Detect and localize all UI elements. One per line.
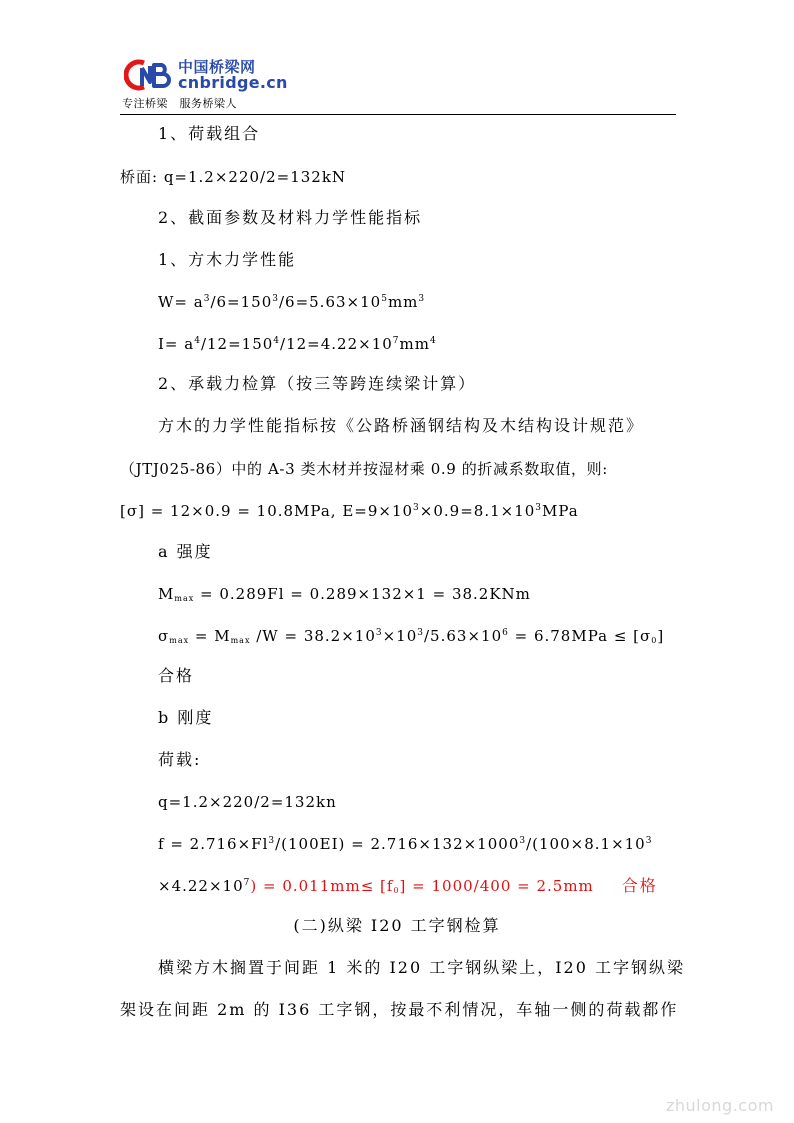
max-moment-formula: $M_{max} = 0.289Fl = 0.289\times 132\times 1 = 38.2KNm$ — [158, 585, 531, 603]
brand-name: 中国桥梁网 — [178, 58, 256, 76]
paragraph-line: 架设在间距 2m 的 I36 工字钢，按最不利情况，车轴一侧的荷载都作 — [120, 1000, 679, 1019]
deck-load-formula: 桥面: q=1.2×220/2=132kN — [120, 168, 347, 186]
deflection-formula: $f = 2.716\times Fl^3/(100EI) = 2.716\times 132\times 1000^3/(100\times 8.1\times 10^3$ — [158, 835, 653, 853]
timber-properties-heading: 1、方木力学性能 — [158, 250, 297, 269]
load-label: 荷载: — [158, 750, 202, 769]
paragraph-line: （JTJ025-86）中的 A-3 类木材并按湿材乘 0.9 的折减系数取值，则: — [120, 460, 608, 478]
watermark: zhulong.com — [666, 1096, 774, 1115]
brand-url: cnbridge.cn — [178, 73, 288, 92]
capacity-check-heading: 2、承载力检算（按三等跨连续梁计算） — [158, 374, 477, 393]
page-header — [120, 52, 680, 114]
stiffness-heading: b 刚度 — [158, 708, 214, 727]
moment-of-inertia-formula: $I= a^4/12=150^4/12=4.22\times 10^7mm^4$ — [158, 335, 437, 353]
pass-label: 合格 — [158, 666, 195, 685]
strength-heading: a 强度 — [158, 542, 213, 561]
section-params-heading: 2、截面参数及材料力学性能指标 — [158, 208, 423, 227]
load-formula: q=1.2×220/2=132kn — [158, 793, 337, 811]
allowable-stress-formula: [σ] = 12×0.9 = 10.8MPa, $E=9\times 10^3\times 0.9=8.1\times 10^3MPa$ — [120, 502, 579, 520]
paragraph-line: 方木的力学性能指标按《公路桥涵钢结构及木结构设计规范》 — [158, 416, 645, 435]
cnbridge-logo-icon — [124, 58, 172, 92]
section-modulus-formula: $W= a^3/6=150^3/6=5.63\times 10^5mm^3$ — [158, 293, 426, 311]
brand-slogan: 专注桥梁 服务桥梁人 — [122, 97, 237, 110]
deflection-result: $\times 4.22\times 10^7) = 0.011mm\le [f_0] = 1000/400 = 2.5mm$ 合格 — [158, 876, 658, 895]
header-divider — [120, 114, 676, 115]
paragraph-line: 横梁方木搁置于间距 1 米的 I20 工字钢纵梁上，I20 工字钢纵梁 — [158, 958, 685, 977]
section-i20-heading: (二)纵梁 I20 工字钢检算 — [293, 916, 501, 935]
section-load-combination: 1、荷载组合 — [158, 124, 261, 143]
max-stress-formula: $\sigma_{max} = M_{max}$ $/W = 38.2\times 10^3\times 10^3/5.63\times 10^6 = 6.78MPa \le [\sigma_0]$ — [158, 627, 665, 645]
